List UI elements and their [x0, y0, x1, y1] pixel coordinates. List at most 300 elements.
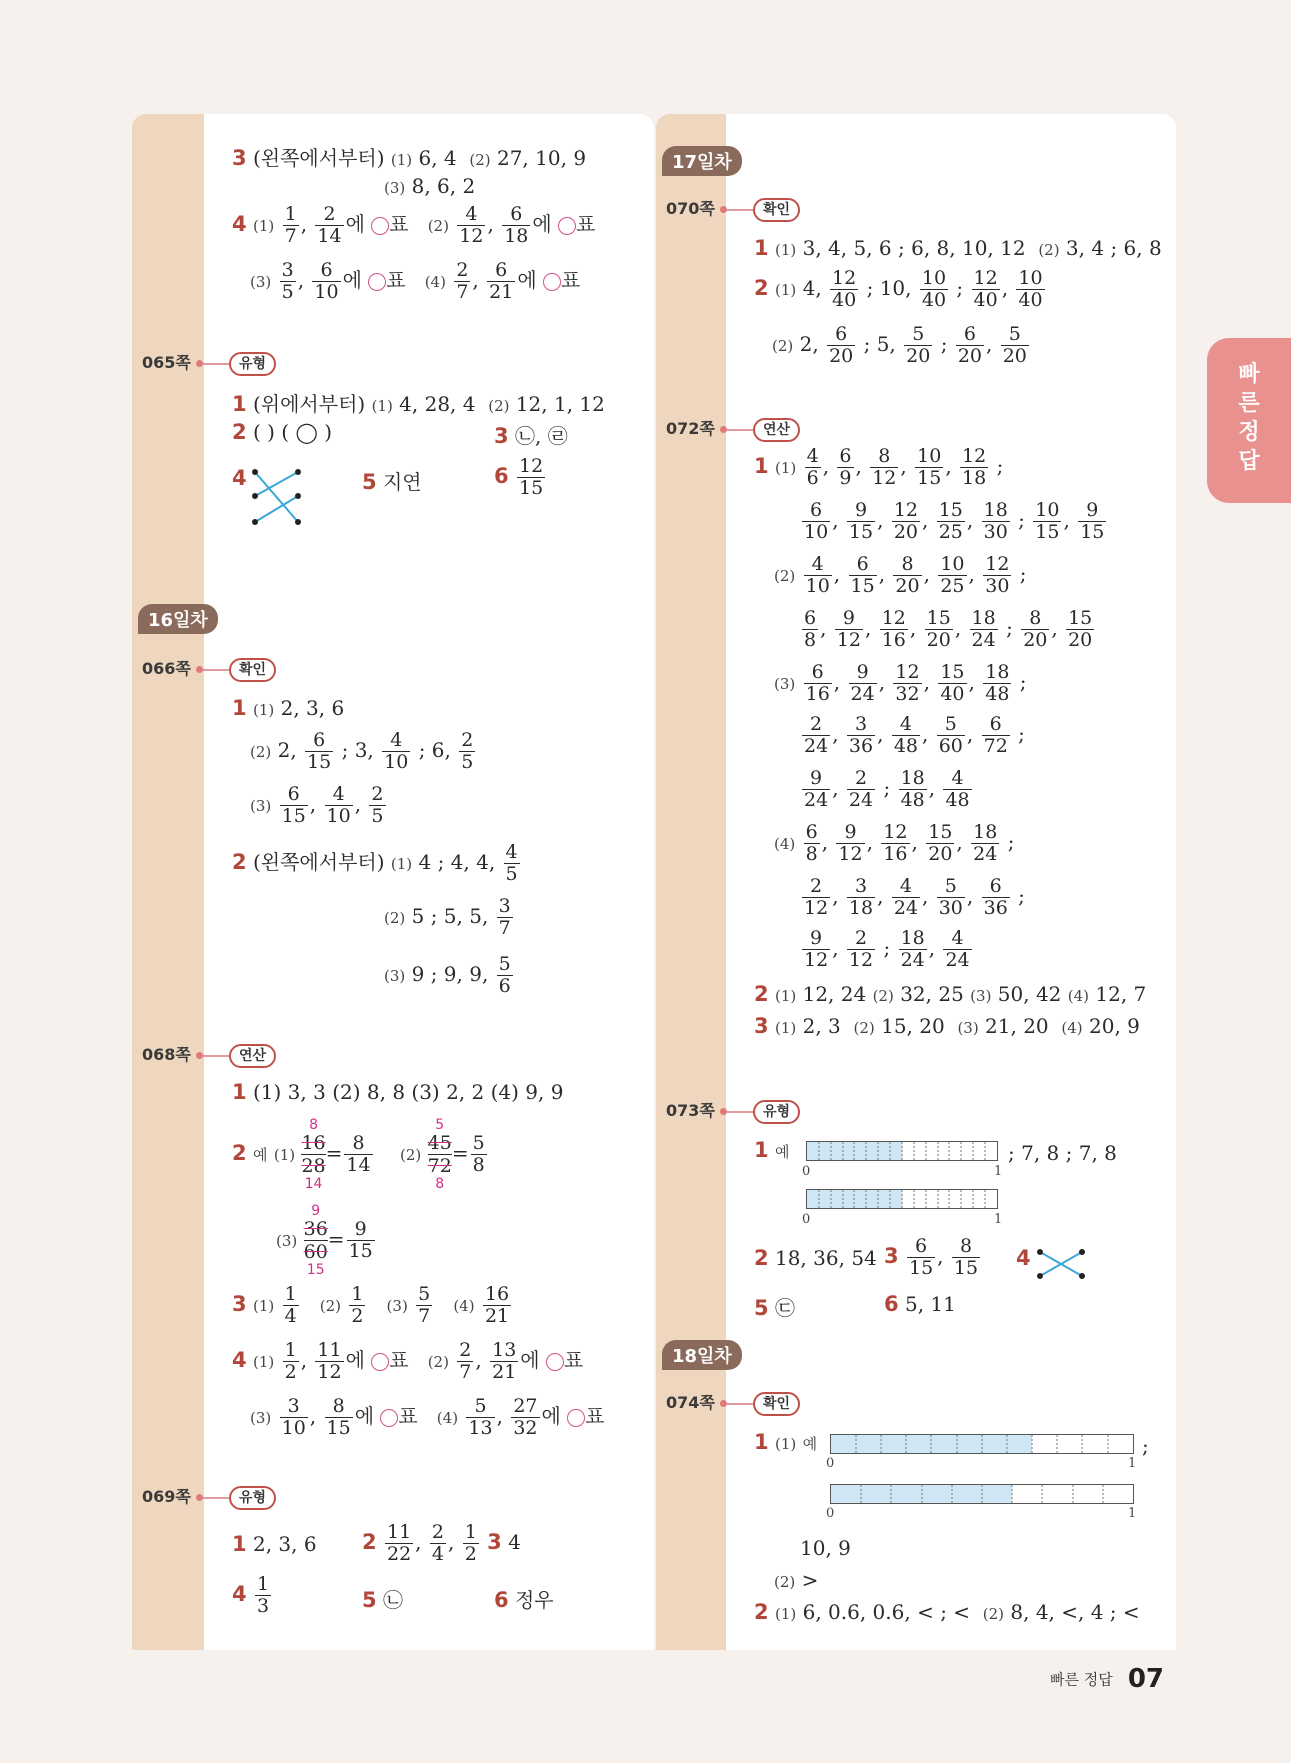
side-tab-char: 빠: [1238, 362, 1260, 387]
fraction: [457, 1340, 473, 1383]
sub-label: (1): [390, 855, 413, 873]
answer-text: 9 ; 9, 9,: [411, 962, 489, 986]
p065-q2: [232, 420, 332, 444]
denominator: 48: [985, 683, 1010, 705]
numerator: 10: [1018, 267, 1043, 289]
label-text: 표: [576, 212, 596, 236]
numerator: 18: [983, 499, 1008, 521]
numerator: 4: [892, 876, 920, 898]
fraction: [511, 1396, 539, 1439]
fraction: [349, 1284, 365, 1327]
axis-label-1: 1: [1128, 1506, 1137, 1521]
sub-label: (2): [250, 743, 272, 761]
question-number: 5: [362, 470, 377, 494]
numerator: 9: [802, 928, 830, 950]
numerator: 5: [904, 324, 932, 346]
denominator: 10: [314, 281, 339, 303]
question-number: 4: [232, 1582, 247, 1606]
section-badge: 유형: [229, 352, 276, 376]
denominator: 40: [921, 289, 947, 311]
connector-line: [203, 1497, 229, 1499]
fraction: [837, 446, 853, 489]
answer-text: ㉡: [382, 1588, 403, 1612]
numerator: 5: [937, 714, 965, 736]
fraction: [1001, 324, 1029, 367]
section-badge: 연산: [753, 418, 800, 442]
fraction: [920, 268, 948, 311]
p068-q1: [232, 1080, 563, 1104]
question-number: 1: [232, 1532, 247, 1556]
numerator: 12: [895, 661, 920, 683]
numerator: 10: [940, 553, 965, 575]
numerator: 10: [921, 267, 947, 289]
fraction: [943, 768, 971, 811]
sub-label: (2): [772, 337, 794, 355]
denominator: 24: [973, 843, 998, 865]
denominator: 15: [326, 1417, 351, 1439]
denominator: 5: [281, 281, 294, 303]
question-number: 2: [232, 1141, 247, 1165]
fraction: [836, 822, 864, 865]
page-label: 073쪽: [666, 1101, 715, 1120]
sub-label: (2): [427, 1353, 449, 1371]
denominator: 32: [895, 683, 920, 705]
p068-q4-row2: (3) $\frac{3}{10}$ , $\frac{8}{15}$ 에 표 (4) $\frac{5}{13}$ , $\frac{27}{32}$ 에 표: [250, 1395, 605, 1439]
denominator: 4: [284, 1305, 297, 1327]
answer-text: 6, 0.6, 0.6, < ; <: [802, 1600, 971, 1624]
fraction: [982, 714, 1010, 757]
answer-text: 15, 20: [881, 1014, 945, 1038]
denominator: 30: [983, 521, 1008, 543]
numerator: 6: [849, 554, 877, 576]
numerator: 9: [802, 768, 830, 790]
example-mark: 예: [252, 1146, 268, 1164]
fraction: [983, 662, 1011, 705]
bullet-dot: [196, 666, 203, 673]
footer-label: 빠른 정답: [1050, 1670, 1113, 1689]
denominator: 20: [893, 521, 918, 543]
fraction: [830, 268, 858, 311]
bullet-dot: [720, 206, 727, 213]
denominator: 15: [348, 1240, 373, 1262]
fraction: [804, 554, 832, 597]
question-number: 4: [232, 212, 247, 236]
answer-text: 4,: [802, 276, 822, 300]
denominator: 24: [848, 789, 874, 811]
p068-q4-row1: 4 (1) $\frac{1}{2}$ , $\frac{11}{12}$ 에 표 (2) $\frac{2}{7}$ , $\frac{13}{21}$ 에 표: [232, 1339, 584, 1383]
page-header-073: [666, 1098, 800, 1124]
sub-label: (3): [386, 1297, 408, 1315]
fraction: [904, 324, 932, 367]
numerator: 12: [518, 455, 544, 477]
numerator: 4: [943, 928, 971, 950]
sub-label: (3): [384, 179, 406, 197]
connector-line: [203, 1055, 229, 1057]
numerator: 5: [498, 953, 511, 975]
fraction: [466, 1396, 494, 1439]
section-badge: 확인: [753, 1392, 800, 1416]
question-number: 3: [494, 424, 509, 448]
answer-text: 27, 10, 9: [496, 146, 587, 170]
question-number: 2: [754, 1246, 769, 1270]
numerator: 2: [461, 729, 474, 751]
fraction: [805, 446, 821, 489]
denominator: 20: [1068, 629, 1093, 651]
fraction: [312, 260, 340, 303]
p066-q2-2: [384, 896, 515, 939]
fraction: [280, 260, 296, 303]
bullet-dot: [196, 360, 203, 367]
day-badge-16: 16일차: [138, 604, 218, 634]
numerator: 6: [982, 714, 1010, 736]
fraction: [899, 768, 927, 811]
p073-q6: [884, 1292, 956, 1316]
fraction: [804, 822, 820, 865]
sub-label: (1): [252, 217, 275, 235]
fraction: [915, 446, 943, 489]
numerator: 18: [985, 661, 1010, 683]
numerator: 2: [847, 928, 875, 950]
denominator: 20: [1023, 629, 1048, 651]
denominator: 5: [505, 863, 518, 885]
label-text: 에: [532, 212, 552, 236]
denominator: 12: [317, 1361, 342, 1383]
question-number: 6: [884, 1292, 899, 1316]
sub-label: (1): [390, 151, 413, 169]
p070-q1: [754, 236, 1162, 260]
denominator: 15: [917, 467, 942, 489]
p072-q1-3b: $\frac{2}{24}$ , $\frac{3}{36}$ , $\frac{4}{48}$ , $\frac{5}{60}$ , $\frac{6}{72}$ ;: [804, 713, 1025, 757]
fraction: [504, 842, 520, 885]
question-number: 3: [754, 1014, 769, 1038]
side-tab-quick-answers[interactable]: [1207, 338, 1291, 503]
page-header-074: [666, 1390, 800, 1416]
question-number: 6: [494, 1588, 509, 1612]
page-label: 066쪽: [142, 659, 191, 678]
label-text: 에: [541, 1404, 561, 1428]
page-label: 072쪽: [666, 419, 715, 438]
sub-label: (2): [384, 909, 406, 927]
p072-q3: [754, 1014, 1140, 1038]
matching-lines-icon: [1036, 1248, 1088, 1280]
fraction: [497, 896, 513, 939]
answer-text: 8, 4, <, 4 ; <: [1010, 1600, 1140, 1624]
answer-text: 50, 42: [997, 982, 1062, 1006]
fraction-bar-3: [830, 1434, 1134, 1454]
denominator: 6: [806, 467, 819, 489]
answer-text: 20, 9: [1089, 1014, 1140, 1038]
denominator: 12: [459, 225, 484, 247]
answer-text: ;: [1019, 562, 1027, 586]
answer-text: 4 ; 4, 4,: [418, 850, 496, 874]
sub-label: (3): [384, 967, 406, 985]
answer-text: 18, 36, 54: [774, 1246, 877, 1270]
p072-q1-4a: (4) $\frac{6}{8}$ , $\frac{9}{12}$ , $\frac{12}{16}$ , $\frac{15}{20}$ , $\frac{18}{24}$ ;: [774, 821, 1015, 865]
connector-line: [727, 209, 753, 211]
axis-label-1: 1: [994, 1164, 1003, 1179]
numerator: 5: [466, 1396, 494, 1418]
fraction: [943, 928, 971, 971]
p073-q5: [754, 1292, 795, 1321]
circle-mark: [543, 273, 561, 291]
numerator: 27: [513, 1395, 538, 1417]
denominator: 10: [804, 521, 829, 543]
denominator: 48: [893, 735, 918, 757]
numerator: 12: [883, 821, 908, 843]
p068-q2-row2: [276, 1204, 377, 1277]
question-number: 3: [487, 1530, 502, 1554]
denominator: 6: [498, 975, 511, 997]
numerator: 8: [952, 1236, 980, 1258]
equals-sign: =: [325, 1141, 343, 1165]
bullet-dot: [720, 1400, 727, 1407]
numerator: 6: [502, 204, 530, 226]
sub-label: (2): [427, 217, 449, 235]
fraction: [802, 714, 830, 757]
question-number: 1: [754, 1430, 769, 1454]
numerator: 18: [973, 821, 998, 843]
label-text: 표: [389, 1348, 409, 1372]
question-number: 5: [754, 1296, 769, 1320]
fraction: [880, 608, 908, 651]
question-number: 3: [232, 146, 247, 170]
answer-text: 2, 3, 6: [280, 696, 345, 720]
connector-line: [727, 1403, 753, 1405]
p069-q5: [362, 1584, 403, 1613]
answer-text: 32, 25: [900, 982, 964, 1006]
denominator: 14: [346, 1154, 371, 1176]
fraction: [385, 1522, 413, 1565]
numerator: 3: [847, 876, 875, 898]
p072-q1-4b: $\frac{2}{12}$ , $\frac{3}{18}$ , $\frac{4}{24}$ , $\frac{5}{30}$ , $\frac{6}{36}$ ;: [804, 875, 1025, 919]
numerator: 5: [472, 1132, 485, 1154]
numerator: 18: [971, 607, 996, 629]
section-badge: 확인: [229, 658, 276, 682]
denominator: 24: [804, 735, 829, 757]
fraction: [457, 204, 485, 247]
denominator: 22: [386, 1543, 412, 1565]
sub-label: (3): [250, 1409, 272, 1427]
question-number: 3: [232, 1292, 247, 1316]
sub-label: (4): [436, 1409, 459, 1427]
numerator: 9: [849, 662, 877, 684]
page-label: 069쪽: [142, 1487, 191, 1506]
fraction: [847, 876, 875, 919]
p072-q1-1b: $\frac{6}{10}$ , $\frac{9}{15}$ , $\frac{12}{20}$ , $\frac{15}{25}$ , $\frac{18}{30}$ ; $\frac{10}{15}$ , $\frac{9}{15}$: [804, 499, 1105, 543]
question-number: 2: [232, 850, 247, 874]
denominator: 15: [1080, 521, 1105, 543]
denominator: 8: [804, 629, 817, 651]
answer-text: ;: [940, 332, 948, 356]
axis-label-0: 0: [802, 1212, 811, 1227]
fraction-bar-4: [830, 1484, 1134, 1504]
numerator: 6: [907, 1236, 935, 1258]
fraction: [430, 1522, 446, 1565]
fraction: [907, 1236, 935, 1279]
denominator: 32: [513, 1417, 538, 1439]
denominator: 20: [926, 629, 951, 651]
denominator: 18: [848, 897, 874, 919]
fraction: [956, 324, 984, 367]
day-badge-18: 18일차: [662, 1340, 742, 1370]
fraction: [849, 554, 877, 597]
answer-text: 12, 24: [802, 982, 867, 1006]
numerator: 1: [464, 1521, 477, 1543]
denominator: 10: [326, 805, 351, 827]
label-text: 에: [520, 1348, 540, 1372]
connector-line: [727, 429, 753, 431]
fraction: [1021, 608, 1049, 651]
numerator: 11: [317, 1339, 342, 1361]
footer: [1050, 1664, 1164, 1694]
fraction: [892, 876, 920, 919]
p066-q1-1: [232, 696, 344, 720]
numerator: 9: [1078, 500, 1106, 522]
cancel-digit: 72: [427, 1155, 452, 1177]
p072-q1-3c: $\frac{9}{24}$ , $\frac{2}{24}$ ; $\frac{18}{48}$ , $\frac{4}{48}$: [804, 767, 970, 811]
fraction: [283, 1340, 299, 1383]
answer-text: 21, 20: [985, 1014, 1049, 1038]
p072-q1-3a: (3) $\frac{6}{16}$ , $\frac{9}{24}$ , $\frac{12}{32}$ , $\frac{15}{40}$ , $\frac{18}{48}$ ;: [774, 661, 1027, 705]
numerator: 4: [892, 714, 920, 736]
sub-label: (1): [774, 987, 797, 1005]
denominator: 25: [938, 521, 963, 543]
axis-label-1: 1: [994, 1212, 1003, 1227]
fraction: [893, 662, 921, 705]
fraction: [382, 730, 410, 773]
label-text: 표: [563, 1348, 584, 1372]
denominator: 12: [836, 629, 861, 651]
sub-label: (1): [371, 397, 393, 415]
fraction: [804, 662, 832, 705]
numerator: 6: [305, 730, 333, 752]
numerator: 15: [926, 607, 951, 629]
numerator: 5: [937, 876, 965, 898]
fraction: [972, 268, 1000, 311]
numerator: 15: [1068, 607, 1093, 629]
bullet-dot: [720, 1108, 727, 1115]
connector-line: [203, 669, 229, 671]
numerator: 6: [827, 324, 855, 346]
connector-line: [203, 363, 229, 365]
denominator: 48: [945, 789, 970, 811]
denominator: 20: [957, 345, 982, 367]
numerator: 13: [492, 1339, 517, 1361]
denominator: 40: [1018, 289, 1043, 311]
cancel-digit: 60: [303, 1241, 328, 1263]
answer-text: ( ) ( ◯ ): [252, 420, 333, 444]
fraction: [982, 876, 1010, 919]
sub-label: (1): [252, 701, 275, 719]
denominator: 15: [518, 477, 544, 499]
fraction: [325, 1396, 353, 1439]
bullet-dot: [720, 426, 727, 433]
fraction-bar-2: [806, 1189, 998, 1209]
answer-text: ;: [883, 936, 891, 960]
denominator: 36: [848, 735, 874, 757]
numerator: 4: [505, 841, 518, 863]
numerator: 6: [312, 260, 340, 282]
denominator: 7: [284, 225, 297, 247]
p073-q1-tail: ; 7, 8 ; 7, 8: [1008, 1141, 1117, 1165]
fraction: [938, 554, 966, 597]
side-tab-char: 정: [1238, 420, 1260, 445]
numerator: 10: [1035, 499, 1060, 521]
denominator: 5: [371, 805, 384, 827]
numerator: 9: [835, 608, 863, 630]
p065-q6: [494, 456, 547, 499]
p065-q4: [232, 466, 247, 490]
top-q3-3: [384, 174, 475, 198]
fraction: [344, 1133, 372, 1176]
sub-label: (3): [250, 273, 272, 291]
numerator: 16: [484, 1283, 510, 1305]
sub-label: (4): [1067, 987, 1090, 1005]
fraction: [802, 608, 818, 651]
denominator: 2: [351, 1305, 364, 1327]
numerator: 6: [956, 324, 984, 346]
fraction: [881, 822, 909, 865]
denominator: 15: [908, 1257, 934, 1279]
sub-label: (1): [252, 1297, 275, 1315]
sub-label: (1): [774, 1019, 797, 1037]
connector-line: [727, 1111, 753, 1113]
fraction: [283, 1284, 299, 1327]
axis-label-0: 0: [802, 1164, 811, 1179]
fraction: [937, 500, 965, 543]
numerator: 8: [325, 1396, 353, 1418]
fraction: [970, 608, 998, 651]
sub-label: (2): [774, 1573, 796, 1591]
denominator: 48: [900, 789, 925, 811]
numerator: 4: [804, 554, 832, 576]
fraction: [802, 876, 830, 919]
sub-label: (3): [774, 675, 796, 693]
question-number: 2: [232, 420, 247, 444]
fraction: [502, 204, 530, 247]
fraction: [827, 324, 855, 367]
sub-label: (4): [1061, 1019, 1083, 1037]
denominator: 25: [940, 575, 965, 597]
denominator: 24: [971, 629, 996, 651]
question-number: 3: [884, 1244, 899, 1268]
question-number: 1: [232, 392, 247, 416]
numerator: 2: [847, 768, 875, 790]
cancel-digit: 15: [306, 1262, 325, 1278]
numerator: 4: [382, 730, 410, 752]
denominator: 16: [805, 683, 830, 705]
page-header-066: [142, 656, 276, 682]
fraction: [459, 730, 475, 773]
denominator: 8: [805, 843, 818, 865]
example-mark: 예: [802, 1435, 818, 1453]
numerator: 1: [284, 203, 297, 225]
answer-text: ; 6,: [418, 738, 451, 762]
denominator: 7: [456, 281, 469, 303]
answer-text: 5, 11: [904, 1292, 956, 1316]
fraction: [280, 784, 308, 827]
section-badge: 유형: [753, 1100, 800, 1124]
answer-text: 2, 3: [802, 1014, 841, 1038]
numerator: 2: [315, 204, 343, 226]
denominator: 15: [850, 575, 875, 597]
side-tab-char: 른: [1238, 391, 1260, 416]
fraction: [517, 456, 545, 499]
denominator: 15: [953, 1257, 979, 1279]
denominator: 18: [962, 467, 987, 489]
p074-q1-2: [774, 1568, 818, 1592]
p070-q2-2: (2) 2, $\frac{6}{20}$ ; 5, $\frac{5}{20}$ ; $\frac{6}{20}$ , $\frac{5}{20}$: [772, 323, 1027, 367]
